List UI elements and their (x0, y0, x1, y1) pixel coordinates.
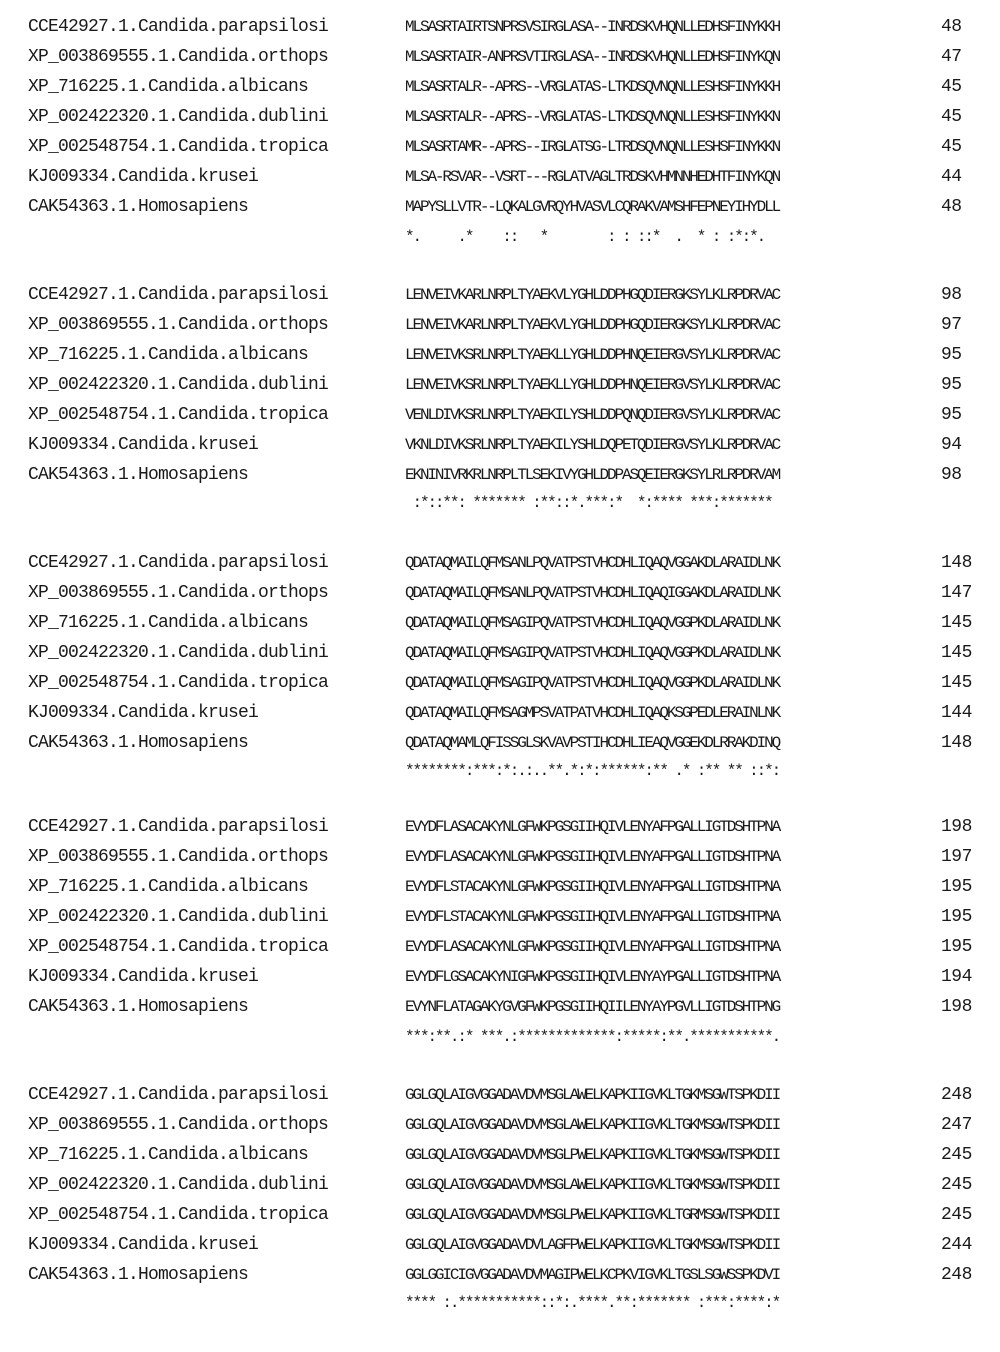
sequence-position: 197 (941, 847, 972, 867)
sequence-residues: LENVEIVKSRLNRPLTYAEKLLYGHLDDPHNQEIERGVSYLKLRPDRVAC (405, 346, 780, 364)
sequence-row (0, 730, 1000, 756)
sequence-name: XP_716225.1.Candida.albicans (28, 613, 309, 633)
sequence-position: 45 (941, 77, 962, 97)
sequence-residues: QDATAQMAILQFMSAGMPSVATPATVHCDHLIQAQKSGPEDLERAINLNK (405, 704, 780, 722)
sequence-row (0, 550, 1000, 576)
sequence-position: 95 (941, 375, 962, 395)
sequence-row (0, 74, 1000, 100)
sequence-name: CAK54363.1.Homosapiens (28, 733, 249, 753)
sequence-position: 195 (941, 937, 972, 957)
sequence-residues: QDATAQMAILQFMSAGIPQVATPSTVHCDHLIQAQVGGPKDLARAIDLNK (405, 644, 780, 662)
sequence-residues: EVYDFLASACAKYNLGFWKPGSGIIHQIVLENYAFPGALLIGTDSHTPNA (405, 938, 780, 956)
sequence-name: XP_716225.1.Candida.albicans (28, 877, 309, 897)
sequence-residues: GGLGGICIGVGGADAVDVMAGIPWELKCPKVIGVKLTGSLSGWSSPKDVI (405, 1266, 780, 1284)
sequence-residues: EVYDFLASACAKYNLGFWKPGSGIIHQIVLENYAFPGALLIGTDSHTPNA (405, 848, 780, 866)
sequence-position: 245 (941, 1175, 972, 1195)
sequence-residues: MLSASRTALR--APRS--VRGLATAS-LTKDSQVNQNLLESHSFINYKKH (405, 78, 780, 96)
sequence-row (0, 164, 1000, 190)
sequence-residues: QDATAQMAILQFMSAGIPQVATPSTVHCDHLIQAQVGGPKDLARAIDLNK (405, 674, 780, 692)
sequence-row (0, 312, 1000, 338)
sequence-row (0, 934, 1000, 960)
sequence-position: 44 (941, 167, 962, 187)
sequence-position: 147 (941, 583, 972, 603)
sequence-position: 198 (941, 997, 972, 1017)
sequence-row (0, 994, 1000, 1020)
sequence-name: XP_002422320.1.Candida.dublini (28, 107, 329, 127)
sequence-name: XP_003869555.1.Candida.orthops (28, 847, 329, 867)
sequence-position: 198 (941, 817, 972, 837)
sequence-name: KJ009334.Candida.krusei (28, 703, 259, 723)
sequence-name: XP_003869555.1.Candida.orthops (28, 1115, 329, 1135)
sequence-name: CCE42927.1.Candida.parapsilosi (28, 817, 329, 837)
sequence-name: CAK54363.1.Homosapiens (28, 465, 249, 485)
sequence-row (0, 1082, 1000, 1108)
sequence-position: 48 (941, 197, 962, 217)
sequence-name: KJ009334.Candida.krusei (28, 167, 259, 187)
sequence-row (0, 282, 1000, 308)
sequence-name: CCE42927.1.Candida.parapsilosi (28, 1085, 329, 1105)
sequence-residues: MLSASRTALR--APRS--VRGLATAS-LTKDSQVNQNLLESHSFINYKKN (405, 108, 780, 126)
consensus-line: *. .* :: * : : ::* . * : :*:*. (405, 228, 765, 246)
sequence-residues: LENVEIVKARLNRPLTYAEKVLYGHLDDPHGQDIERGKSYLKLRPDRVAC (405, 316, 780, 334)
sequence-residues: GGLGQLAIGVGGADAVDVLAGFPWELKAPKIIGVKLTGKMSGWTSPKDII (405, 1236, 780, 1254)
sequence-position: 195 (941, 907, 972, 927)
sequence-position: 45 (941, 137, 962, 157)
sequence-row (0, 134, 1000, 160)
consensus-line: :*::**: ******* :**::*.***:* *:**** ***:******* (405, 494, 772, 512)
sequence-name: XP_002548754.1.Candida.tropica (28, 1205, 329, 1225)
sequence-residues: EVYNFLATAGAKYGVGFWKPGSGIIHQIILENYAYPGVLLIGTDSHTPNG (405, 998, 780, 1016)
sequence-position: 95 (941, 345, 962, 365)
sequence-name: KJ009334.Candida.krusei (28, 967, 259, 987)
sequence-position: 45 (941, 107, 962, 127)
sequence-position: 48 (941, 17, 962, 37)
sequence-position: 145 (941, 673, 972, 693)
sequence-name: XP_716225.1.Candida.albicans (28, 77, 309, 97)
sequence-position: 148 (941, 553, 972, 573)
sequence-name: CCE42927.1.Candida.parapsilosi (28, 553, 329, 573)
sequence-position: 145 (941, 613, 972, 633)
sequence-row (0, 1112, 1000, 1138)
sequence-name: CAK54363.1.Homosapiens (28, 197, 249, 217)
consensus-line: **** :.***********::*:.****.**:******* :***:****:* (405, 1294, 780, 1312)
sequence-name: KJ009334.Candida.krusei (28, 1235, 259, 1255)
sequence-residues: MAPYSLLVTR--LQKALGVRQYHVASVLCQRAKVAMSHFEPNEYIHYDLL (405, 198, 780, 216)
sequence-row (0, 1142, 1000, 1168)
sequence-name: XP_003869555.1.Candida.orthops (28, 315, 329, 335)
sequence-row (0, 670, 1000, 696)
sequence-row (0, 964, 1000, 990)
sequence-residues: LENVEIVKARLNRPLTYAEKVLYGHLDDPHGQDIERGKSYLKLRPDRVAC (405, 286, 780, 304)
sequence-name: CAK54363.1.Homosapiens (28, 1265, 249, 1285)
sequence-residues: GGLGQLAIGVGGADAVDVMSGLAWELKAPKIIGVKLTGKMSGWTSPKDII (405, 1086, 780, 1104)
sequence-residues: EKNINIVRKRLNRPLTLSEKIVYGHLDDPASQEIERGKSYLRLRPDRVAM (405, 466, 780, 484)
sequence-residues: GGLGQLAIGVGGADAVDVMSGLAWELKAPKIIGVKLTGKMSGWTSPKDII (405, 1116, 780, 1134)
sequence-name: XP_002548754.1.Candida.tropica (28, 673, 329, 693)
sequence-row (0, 844, 1000, 870)
sequence-position: 144 (941, 703, 972, 723)
sequence-residues: EVYDFLGSACAKYNIGFWKPGSGIIHQIVLENYAYPGALLIGTDSHTPNA (405, 968, 780, 986)
sequence-position: 95 (941, 405, 962, 425)
sequence-position: 97 (941, 315, 962, 335)
sequence-position: 98 (941, 465, 962, 485)
sequence-row (0, 194, 1000, 220)
sequence-name: CCE42927.1.Candida.parapsilosi (28, 285, 329, 305)
sequence-name: CCE42927.1.Candida.parapsilosi (28, 17, 329, 37)
sequence-name: XP_003869555.1.Candida.orthops (28, 583, 329, 603)
consensus-line: ********:***:*:.:..**.*:*:******:** .* :** ** ::*: (405, 762, 780, 780)
sequence-row (0, 904, 1000, 930)
sequence-name: XP_002548754.1.Candida.tropica (28, 937, 329, 957)
sequence-position: 98 (941, 285, 962, 305)
sequence-residues: MLSASRTAIRTSNPRSVSIRGLASA--INRDSKVHQNLLEDHSFINYKKH (405, 18, 780, 36)
sequence-row (0, 1172, 1000, 1198)
sequence-residues: QDATAQMAILQFMSANLPQVATPSTVHCDHLIQAQIGGAKDLARAIDLNK (405, 584, 780, 602)
sequence-position: 145 (941, 643, 972, 663)
sequence-name: XP_002422320.1.Candida.dublini (28, 643, 329, 663)
sequence-position: 94 (941, 435, 962, 455)
sequence-name: XP_003869555.1.Candida.orthops (28, 47, 329, 67)
sequence-name: XP_002422320.1.Candida.dublini (28, 907, 329, 927)
sequence-row (0, 700, 1000, 726)
sequence-row (0, 610, 1000, 636)
sequence-residues: VKNLDIVKSRLNRPLTYAEKILYSHLDQPETQDIERGVSYLKLRPDRVAC (405, 436, 780, 454)
sequence-position: 195 (941, 877, 972, 897)
sequence-row (0, 44, 1000, 70)
sequence-residues: QDATAQMAILQFMSANLPQVATPSTVHCDHLIQAQVGGAKDLARAIDLNK (405, 554, 780, 572)
sequence-position: 244 (941, 1235, 972, 1255)
sequence-row (0, 432, 1000, 458)
sequence-row (0, 1232, 1000, 1258)
sequence-row (0, 1202, 1000, 1228)
sequence-residues: EVYDFLSTACAKYNLGFWKPGSGIIHQIVLENYAFPGALLIGTDSHTPNA (405, 908, 780, 926)
sequence-name: XP_716225.1.Candida.albicans (28, 1145, 309, 1165)
sequence-name: KJ009334.Candida.krusei (28, 435, 259, 455)
sequence-position: 248 (941, 1085, 972, 1105)
sequence-row (0, 14, 1000, 40)
sequence-residues: LENVEIVKSRLNRPLTYAEKLLYGHLDDPHNQEIERGVSYLKLRPDRVAC (405, 376, 780, 394)
sequence-row (0, 640, 1000, 666)
sequence-residues: QDATAQMAMLQFISSGLSKVAVPSTIHCDHLIEAQVGGEKDLRRAKDINQ (405, 734, 780, 752)
sequence-row (0, 402, 1000, 428)
sequence-row (0, 372, 1000, 398)
sequence-position: 245 (941, 1205, 972, 1225)
sequence-residues: GGLGQLAIGVGGADAVDVMSGLAWELKAPKIIGVKLTGKMSGWTSPKDII (405, 1176, 780, 1194)
sequence-residues: EVYDFLASACAKYNLGFWKPGSGIIHQIVLENYAFPGALLIGTDSHTPNA (405, 818, 780, 836)
sequence-row (0, 104, 1000, 130)
sequence-position: 148 (941, 733, 972, 753)
consensus-line: ***:**.:* ***.:*************:*****:**.***********. (405, 1028, 780, 1046)
sequence-position: 248 (941, 1265, 972, 1285)
sequence-residues: MLSASRTAMR--APRS--IRGLATSG-LTRDSQVNQNLLESHSFINYKKN (405, 138, 780, 156)
sequence-residues: VENLDIVKSRLNRPLTYAEKILYSHLDDPQNQDIERGVSYLKLRPDRVAC (405, 406, 780, 424)
sequence-row (0, 814, 1000, 840)
sequence-residues: GGLGQLAIGVGGADAVDVMSGLPWELKAPKIIGVKLTGRMSGWTSPKDII (405, 1206, 780, 1224)
sequence-residues: GGLGQLAIGVGGADAVDVMSGLPWELKAPKIIGVKLTGKMSGWTSPKDII (405, 1146, 780, 1164)
sequence-row (0, 1262, 1000, 1288)
sequence-name: XP_002422320.1.Candida.dublini (28, 375, 329, 395)
sequence-residues: QDATAQMAILQFMSAGIPQVATPSTVHCDHLIQAQVGGPKDLARAIDLNK (405, 614, 780, 632)
sequence-name: XP_002548754.1.Candida.tropica (28, 137, 329, 157)
sequence-row (0, 580, 1000, 606)
sequence-row (0, 462, 1000, 488)
sequence-row (0, 874, 1000, 900)
sequence-position: 245 (941, 1145, 972, 1165)
sequence-name: XP_716225.1.Candida.albicans (28, 345, 309, 365)
sequence-name: CAK54363.1.Homosapiens (28, 997, 249, 1017)
sequence-position: 194 (941, 967, 972, 987)
sequence-name: XP_002548754.1.Candida.tropica (28, 405, 329, 425)
sequence-name: XP_002422320.1.Candida.dublini (28, 1175, 329, 1195)
sequence-residues: EVYDFLSTACAKYNLGFWKPGSGIIHQIVLENYAFPGALLIGTDSHTPNA (405, 878, 780, 896)
sequence-position: 47 (941, 47, 962, 67)
sequence-residues: MLSA-RSVAR--VSRT---RGLATVAGLTRDSKVHMNNHEDHTFINYKQN (405, 168, 780, 186)
sequence-row (0, 342, 1000, 368)
sequence-residues: MLSASRTAIR-ANPRSVTIRGLASA--INRDSKVHQNLLEDHSFINYKQN (405, 48, 780, 66)
sequence-position: 247 (941, 1115, 972, 1135)
